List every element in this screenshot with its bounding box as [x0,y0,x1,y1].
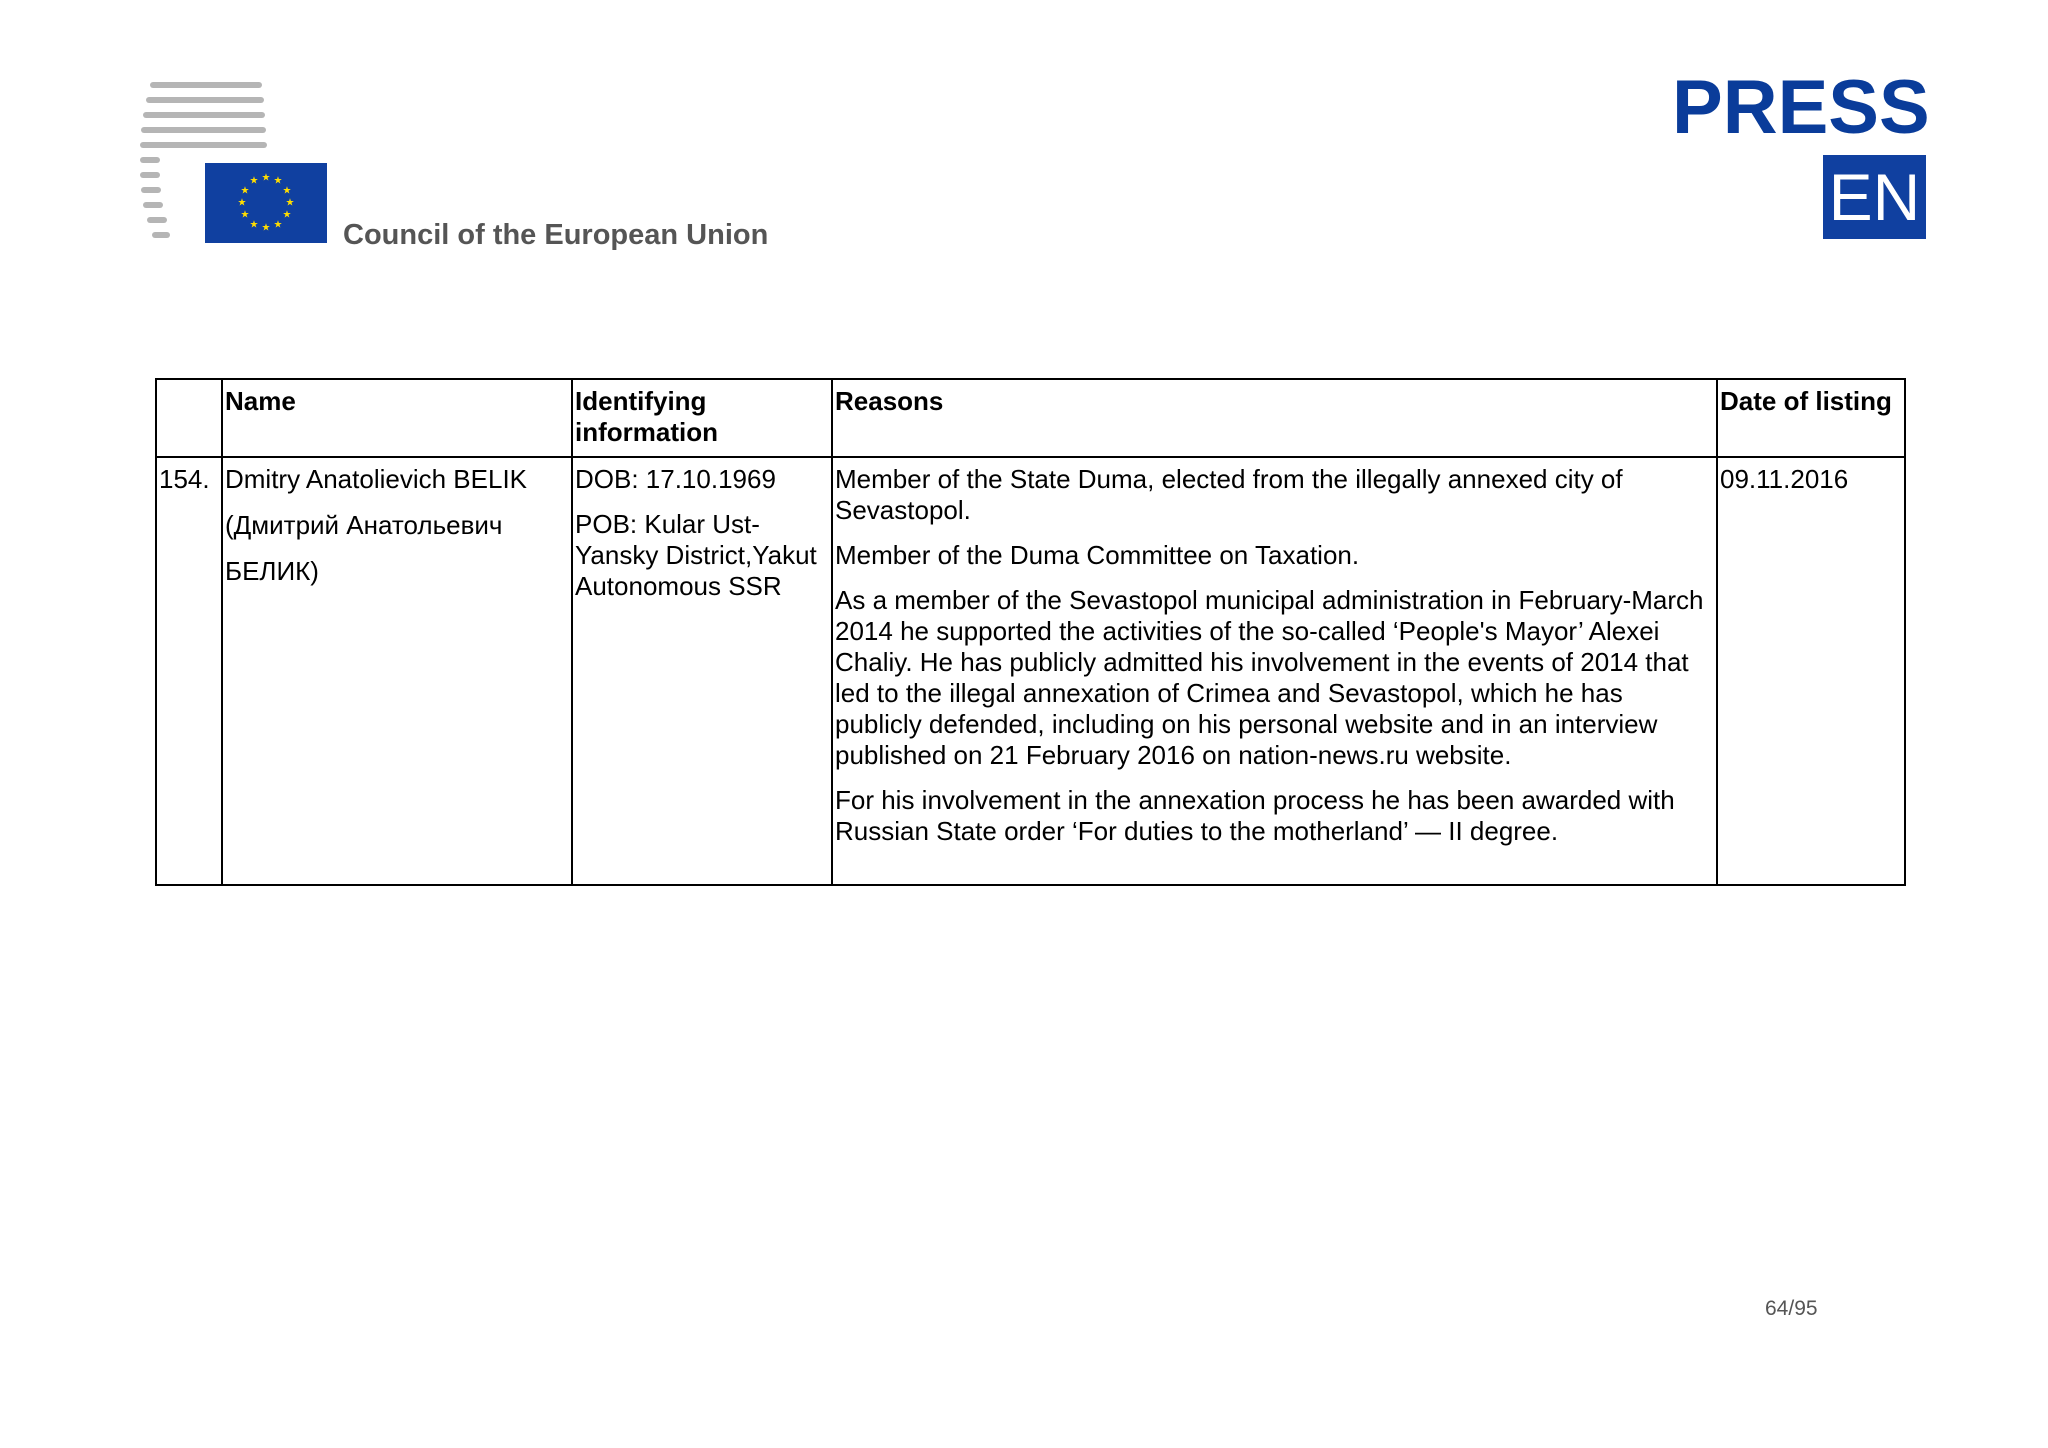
entry-date-of-listing: 09.11.2016 [1717,457,1905,885]
council-logo [138,80,338,250]
table-row [156,457,1905,885]
svg-text:★: ★ [249,219,259,231]
svg-text:★: ★ [240,185,250,197]
page-number: 64/95 [1765,1297,1818,1320]
council-logo-graphic [138,80,338,250]
svg-text:★: ★ [261,222,271,234]
column-header-identifying-information: Identifying information [572,379,832,457]
entry-name-cyrillic-first: (Дмитрий Анатольевич [225,510,503,540]
reason-paragraph: For his involvement in the annexation process he has been awarded with Russian State order ‘For duties to the motherland’ — II degree. [835,785,1675,846]
entry-name-cell [222,457,572,885]
svg-text:★: ★ [273,175,283,187]
entry-identifying-information-cell [572,457,832,885]
svg-text:★: ★ [237,197,247,209]
press-label: PRESS [1672,65,1930,150]
reason-paragraph: Member of the Duma Committee on Taxation. [835,540,1360,570]
svg-text:★: ★ [261,172,271,184]
svg-text:★: ★ [249,175,259,187]
organization-name: Council of the European Union [343,219,769,251]
column-header-reasons: Reasons [832,379,1717,457]
column-header-number [156,379,222,457]
svg-text:★: ★ [240,209,250,221]
svg-text:★: ★ [282,185,292,197]
table-header-row [156,379,1905,457]
entry-date-of-birth: DOB: 17.10.1969 [575,464,776,494]
reason-paragraph: As a member of the Sevastopol municipal administration in February-March 2014 he supported the activities of the so-called ‘People's Mayor’ Alexei Chaliy. He has publicly admitted his involvement in the events of 2014 that led to the illegal annexation of Crimea and Sevastopol, which he has publicly defended, including on his personal website and in an interview published on 21 February 2016 on nation-news.ru website. [835,585,1704,770]
sanctions-listing-table [155,378,1906,886]
column-header-name: Name [222,379,572,457]
svg-text:★: ★ [285,197,295,209]
column-header-date-of-listing: Date of listing [1717,379,1905,457]
entry-place-of-birth: POB: Kular Ust-Yansky District,Yakut Autonomous SSR [575,509,817,601]
reason-paragraph: Member of the State Duma, elected from the illegally annexed city of Sevastopol. [835,464,1623,525]
entry-name-cyrillic-surname: БЕЛИК) [225,556,319,586]
entry-name-latin: Dmitry Anatolievich BELIK [225,464,528,494]
svg-text:★: ★ [273,219,283,231]
entry-number: 154. [156,457,222,885]
svg-text:★: ★ [282,209,292,221]
entry-reasons-cell [832,457,1717,885]
language-badge: EN [1823,155,1926,239]
